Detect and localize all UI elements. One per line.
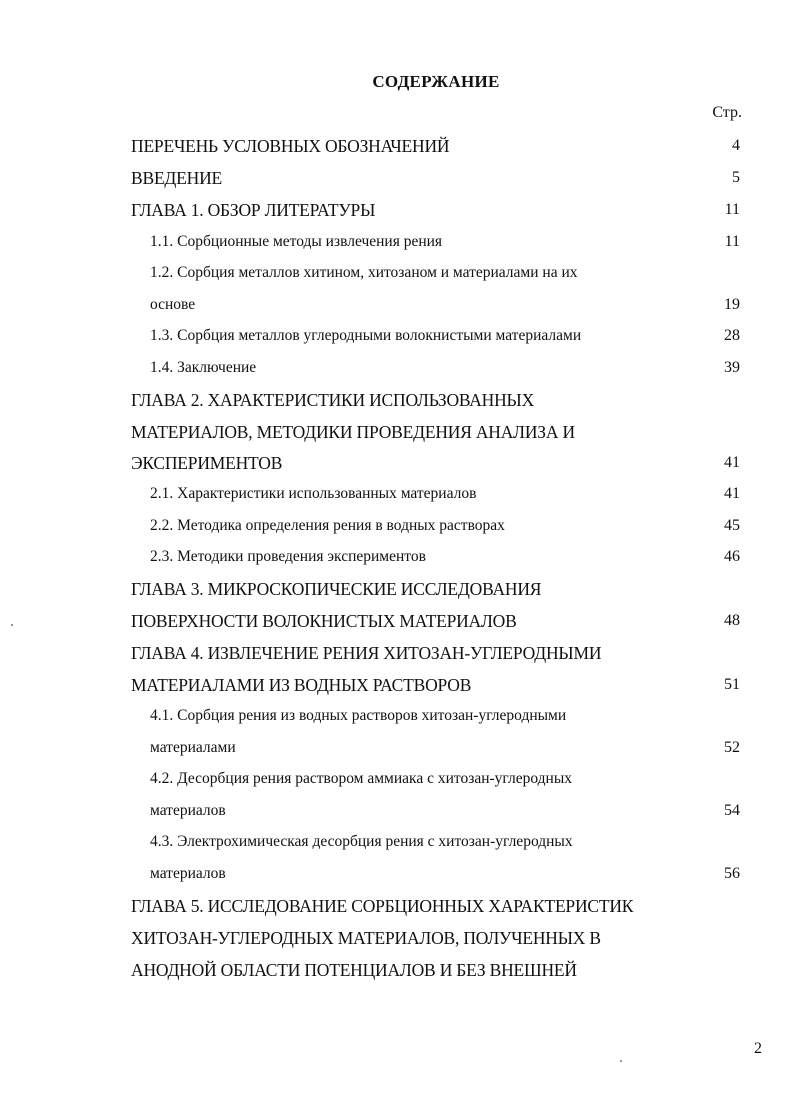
toc-page-section-1-4: 39 <box>724 359 740 376</box>
toc-entry-chapter-3-cont: ПОВЕРХНОСТИ ВОЛОКНИСТЫХ МАТЕРИАЛОВ <box>131 611 517 631</box>
toc-entry-section-1-4: 1.4. Заключение <box>150 359 257 376</box>
toc-entry-section-4-3: 4.3. Электрохимическая десорбция рения с хитозан-углеродных <box>150 833 573 850</box>
toc-entry-chapter-1: ГЛАВА 1. ОБЗОР ЛИТЕРАТУРЫ <box>131 200 376 220</box>
toc-page-section-1-3: 28 <box>724 327 740 344</box>
toc-entry-section-2-1: 2.1. Характеристики использованных материалов <box>150 485 477 502</box>
page-column-label: Стр. <box>712 104 742 121</box>
toc-entry-chapter-5-cont-2: АНОДНОЙ ОБЛАСТИ ПОТЕНЦИАЛОВ И БЕЗ ВНЕШНЕЙ <box>131 960 577 980</box>
toc-entry-section-4-2-cont: материалов <box>150 802 226 819</box>
toc-entry-section-4-1-cont: материалами <box>150 739 236 756</box>
toc-page-chapter-1: 11 <box>724 201 740 218</box>
toc-entry-section-1-3: 1.3. Сорбция металлов углеродными волокнистыми материалами <box>150 327 582 344</box>
toc-page-introduction: 5 <box>732 169 740 186</box>
toc-entry-section-4-1: 4.1. Сорбция рения из водных растворов хитозан-углеродными <box>150 707 567 724</box>
toc-page-section-4-1: 52 <box>724 739 740 756</box>
toc-page-section-2-3: 46 <box>724 548 740 565</box>
toc-page-section-2-2: 45 <box>724 517 740 534</box>
toc-entry-section-4-3-cont: материалов <box>150 865 226 882</box>
scan-speck <box>11 624 13 626</box>
toc-entry-chapter-2: ГЛАВА 2. ХАРАКТЕРИСТИКИ ИСПОЛЬЗОВАННЫХ <box>131 390 535 410</box>
toc-page-section-2-1: 41 <box>724 485 740 502</box>
toc-page-section-4-2: 54 <box>724 802 740 819</box>
toc-entry-section-2-2: 2.2. Методика определения рения в водных растворах <box>150 517 505 534</box>
toc-entry-chapter-5: ГЛАВА 5. ИССЛЕДОВАНИЕ СОРБЦИОННЫХ ХАРАКТЕРИСТИК <box>131 896 634 916</box>
toc-page-section-1-1: 11 <box>724 233 740 250</box>
page-number: 2 <box>754 1040 762 1057</box>
toc-page-chapter-4: 51 <box>724 676 740 693</box>
toc-entry-chapter-2-cont-2: ЭКСПЕРИМЕНТОВ <box>131 453 283 473</box>
toc-entry-section-1-2: 1.2. Сорбция металлов хитином, хитозаном и материалами на их <box>150 264 578 281</box>
toc-entry-section-4-2: 4.2. Десорбция рения раствором аммиака с хитозан-углеродных <box>150 770 573 787</box>
toc-page-chapter-3: 48 <box>724 612 740 629</box>
toc-entry-introduction: ВВЕДЕНИЕ <box>131 168 223 188</box>
toc-entry-chapter-5-cont: ХИТОЗАН-УГЛЕРОДНЫХ МАТЕРИАЛОВ, ПОЛУЧЕННЫХ В <box>131 928 601 948</box>
toc-page-chapter-2: 41 <box>724 454 740 471</box>
toc-page-section-4-3: 56 <box>724 865 740 882</box>
toc-entry-section-1-2-cont: основе <box>150 296 196 313</box>
toc-entry-section-2-3: 2.3. Методики проведения экспериментов <box>150 548 426 565</box>
page-title: СОДЕРЖАНИЕ <box>372 72 500 91</box>
toc-page-section-1-2: 19 <box>724 296 740 313</box>
toc-entry-chapter-3: ГЛАВА 3. МИКРОСКОПИЧЕСКИЕ ИССЛЕДОВАНИЯ <box>131 579 542 599</box>
toc-entry-list-of-symbols: ПЕРЕЧЕНЬ УСЛОВНЫХ ОБОЗНАЧЕНИЙ <box>131 136 450 156</box>
toc-entry-chapter-4: ГЛАВА 4. ИЗВЛЕЧЕНИЕ РЕНИЯ ХИТОЗАН-УГЛЕРОДНЫМИ <box>131 643 602 663</box>
toc-page-list-of-symbols: 4 <box>732 137 740 154</box>
toc-entry-chapter-4-cont: МАТЕРИАЛАМИ ИЗ ВОДНЫХ РАСТВОРОВ <box>131 675 472 695</box>
toc-entry-chapter-2-cont: МАТЕРИАЛОВ, МЕТОДИКИ ПРОВЕДЕНИЯ АНАЛИЗА И <box>131 422 575 442</box>
toc-entry-section-1-1: 1.1. Сорбционные методы извлечения рения <box>150 233 443 250</box>
scan-speck <box>620 1060 622 1062</box>
